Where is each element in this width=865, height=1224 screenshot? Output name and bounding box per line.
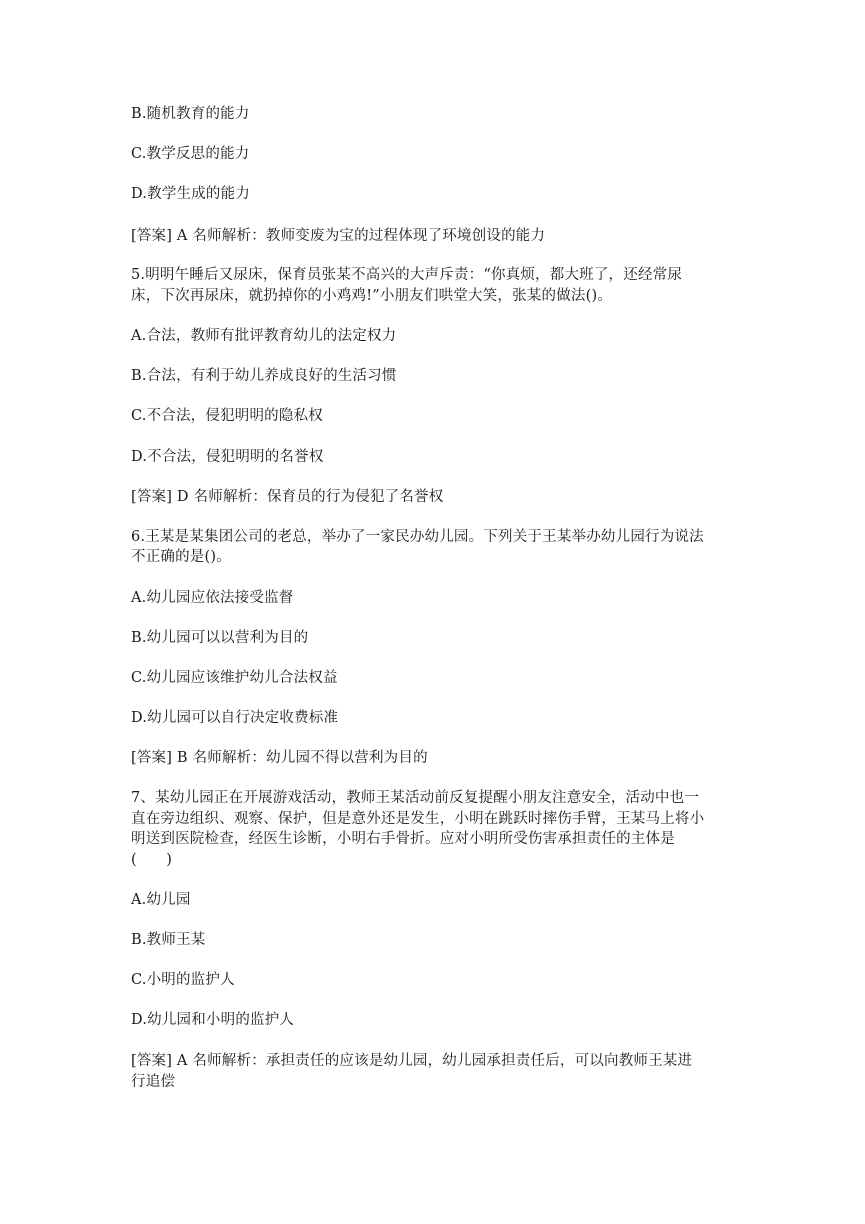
q5-option-d: D.不合法，侵犯明明的名誉权 <box>131 449 324 465</box>
q7-answer-line2: 行追偿 <box>131 1074 176 1090</box>
q4-option-d: D.教学生成的能力 <box>131 186 251 202</box>
q6-option-a: A.幼儿园应依法接受监督 <box>131 590 294 606</box>
q6-answer: [答案] B 名师解析：幼儿园不得以营利为目的 <box>131 750 428 766</box>
q5-question-line1: 5.明明午睡后又尿床，保育员张某不高兴的大声斥责：“你真烦，都大班了，还经常尿 <box>131 267 683 283</box>
q7-option-c: C.小明的监护人 <box>131 972 235 988</box>
q4-answer: [答案] A 名师解析：教师变废为宝的过程体现了环境创设的能力 <box>131 228 546 244</box>
q6-question-line2: 不正确的是()。 <box>131 549 231 565</box>
q7-question-line3: 明送到医院检查，经医生诊断，小明右手骨折。应对小明所受伤害承担责任的主体是 <box>131 831 675 847</box>
q5-answer: [答案] D 名师解析：保育员的行为侵犯了名誉权 <box>131 489 444 505</box>
q5-option-a: A.合法，教师有批评教育幼儿的法定权力 <box>131 328 397 344</box>
q6-option-d: D.幼儿园可以自行决定收费标准 <box>131 710 339 726</box>
q7-option-a: A.幼儿园 <box>131 892 191 908</box>
q6-option-b: B.幼儿园可以以营利为目的 <box>131 630 309 646</box>
q4-option-b: B.随机教育的能力 <box>131 106 250 122</box>
q5-question-line2: 床，下次再尿床，就扔掉你的小鸡鸡!”小朋友们哄堂大笑，张某的做法()。 <box>131 288 613 304</box>
q6-question-line1: 6.王某是某集团公司的老总，举办了一家民办幼儿园。下列关于王某举办幼儿园行为说法 <box>131 529 704 545</box>
q5-option-c: C.不合法，侵犯明明的隐私权 <box>131 408 323 424</box>
q7-question-line4: ( ) <box>131 852 173 868</box>
q5-option-b: B.合法，有利于幼儿养成良好的生活习惯 <box>131 368 397 384</box>
q7-option-b: B.教师王某 <box>131 932 206 948</box>
q7-question-line1: 7、某幼儿园正在开展游戏活动，教师王某活动前反复提醒小朋友注意安全，活动中也一 <box>131 790 700 806</box>
q7-option-d: D.幼儿园和小明的监护人 <box>131 1012 295 1028</box>
q7-question-line2: 直在旁边组织、观察、保护，但是意外还是发生，小明在跳跃时摔伤手臂，王某马上将小 <box>131 811 705 827</box>
q6-option-c: C.幼儿园应该维护幼儿合法权益 <box>131 670 338 686</box>
q7-answer-line1: [答案] A 名师解析：承担责任的应该是幼儿园，幼儿园承担责任后，可以向教师王某进 <box>131 1053 693 1069</box>
q4-option-c: C.教学反思的能力 <box>131 146 250 162</box>
